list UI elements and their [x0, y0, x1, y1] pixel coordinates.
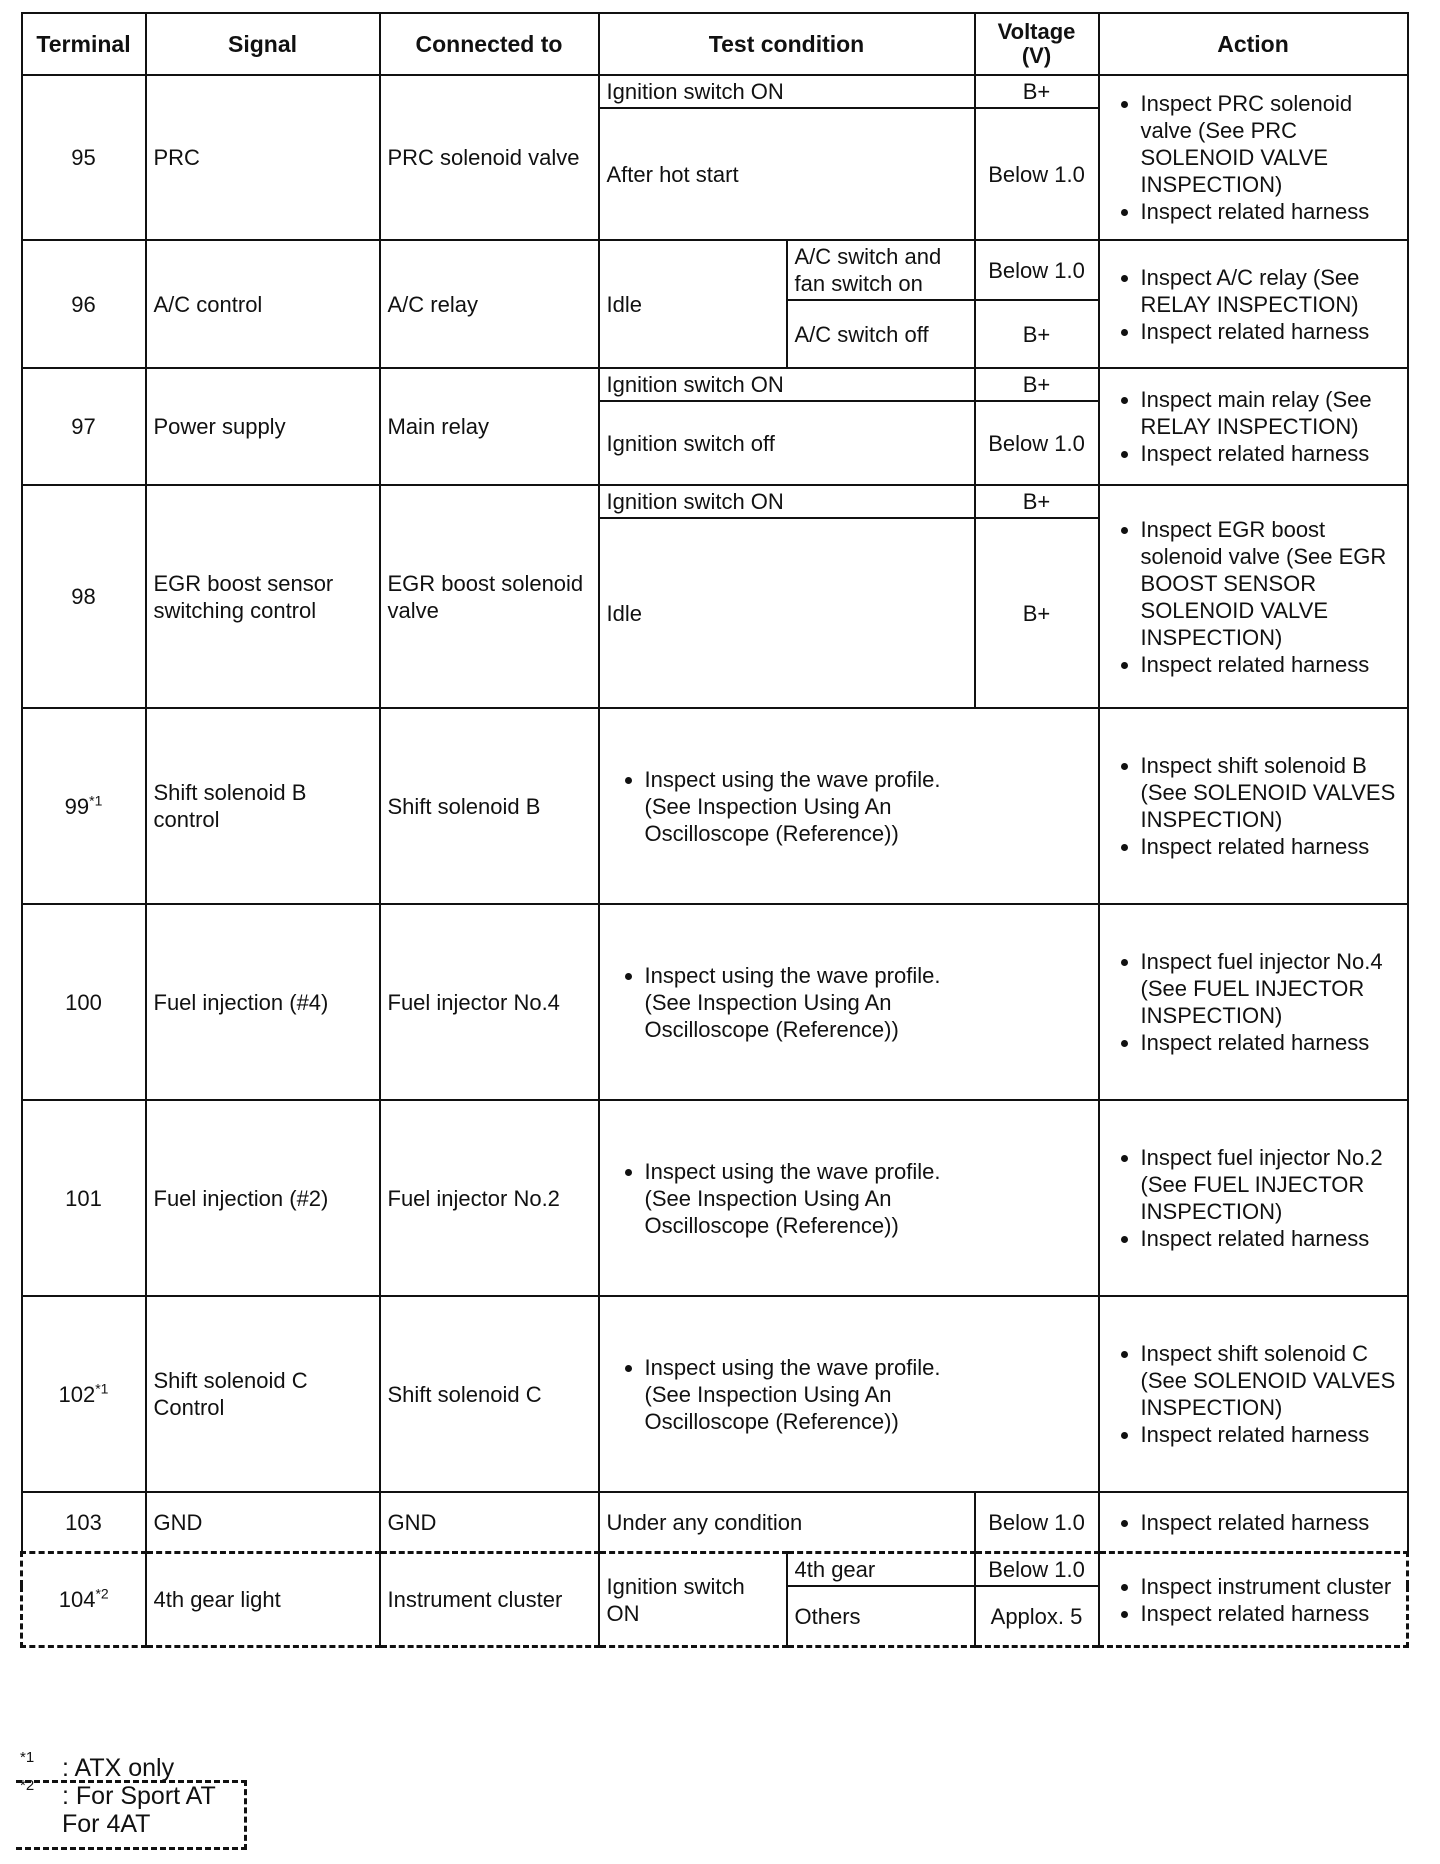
- terminal-cell: [22, 708, 146, 904]
- dashed-legend-box: [16, 1780, 247, 1850]
- action-item: • Inspect shift solenoid C (See SOLENOID VALVES INSPECTION): [1141, 1340, 1400, 1421]
- table-row: [22, 1553, 1408, 1587]
- terminal-cell: [22, 1296, 146, 1492]
- terminal-cell: 103: [22, 1492, 146, 1553]
- voltage-cell: Applox. 5: [975, 1586, 1099, 1647]
- action-item: • Inspect related harness: [1141, 1029, 1400, 1056]
- condition-cell: Ignition switch ON: [599, 1553, 787, 1647]
- action-item: • Inspect related harness: [1141, 651, 1400, 678]
- action-item: • Inspect related harness: [1141, 440, 1400, 467]
- signal-cell: Power supply: [146, 368, 380, 485]
- wave-instruction: • Inspect using the wave profile. (See Inspection Using An Oscilloscope (Reference)): [645, 1354, 965, 1435]
- action-item: • Inspect fuel injector No.4 (See FUEL INJECTOR INSPECTION): [1141, 948, 1400, 1029]
- condition-cell: Idle: [599, 240, 787, 368]
- action-cell: [1099, 1100, 1408, 1296]
- table-row: [22, 240, 1408, 300]
- voltage-cell: B+: [975, 368, 1099, 401]
- action-cell: [1099, 708, 1408, 904]
- condition-cell: 4th gear: [787, 1553, 975, 1587]
- header-test-condition: Test condition: [599, 13, 975, 75]
- header-signal: Signal: [146, 13, 380, 75]
- action-item: • Inspect instrument cluster: [1141, 1573, 1400, 1600]
- condition-cell: Under any condition: [599, 1492, 975, 1553]
- condition-cell: A/C switch off: [787, 300, 975, 368]
- voltage-cell: Below 1.0: [975, 108, 1099, 240]
- signal-cell: EGR boost sensor switching control: [146, 485, 380, 708]
- condition-cell: A/C switch and fan switch on: [787, 240, 975, 300]
- signal-cell: Shift solenoid C Control: [146, 1296, 380, 1492]
- connected-cell: Fuel injector No.4: [380, 904, 599, 1100]
- terminal-number: 99: [64, 793, 90, 819]
- action-item: • Inspect related harness: [1141, 318, 1400, 345]
- footnote-mark: *1: [89, 792, 103, 809]
- condition-cell: Ignition switch off: [599, 401, 975, 485]
- wave-instruction: • Inspect using the wave profile. (See Inspection Using An Oscilloscope (Reference)): [645, 1158, 965, 1239]
- action-item: • Inspect fuel injector No.2 (See FUEL INJECTOR INSPECTION): [1141, 1144, 1400, 1225]
- wave-profile-cell: [599, 1296, 1099, 1492]
- footnote-mark: *1: [20, 1749, 35, 1766]
- connected-cell: A/C relay: [380, 240, 599, 368]
- table-row: [22, 75, 1408, 108]
- table-row: [22, 1100, 1408, 1296]
- voltage-cell: Below 1.0: [975, 401, 1099, 485]
- connected-cell: Shift solenoid B: [380, 708, 599, 904]
- table-row: [22, 485, 1408, 518]
- wave-profile-cell: [599, 904, 1099, 1100]
- footnote-mark: *1: [95, 1380, 109, 1397]
- wave-profile-cell: [599, 1100, 1099, 1296]
- action-item: • Inspect PRC solenoid valve (See PRC SOLENOID VALVE INSPECTION): [1141, 90, 1400, 198]
- footnote-text: For 4AT: [62, 1810, 151, 1838]
- wave-instruction: • Inspect using the wave profile. (See Inspection Using An Oscilloscope (Reference)): [645, 962, 965, 1043]
- action-cell: [1099, 485, 1408, 708]
- terminal-cell: 96: [22, 240, 146, 368]
- condition-cell: Ignition switch ON: [599, 368, 975, 401]
- voltage-cell: B+: [975, 300, 1099, 368]
- signal-cell: GND: [146, 1492, 380, 1553]
- connected-cell: Main relay: [380, 368, 599, 485]
- action-item: • Inspect related harness: [1141, 833, 1400, 860]
- table-row: [22, 1492, 1408, 1553]
- table-row: [22, 368, 1408, 401]
- terminal-cell: [22, 1553, 146, 1647]
- connected-cell: Shift solenoid C: [380, 1296, 599, 1492]
- terminal-voltage-table: [20, 12, 1409, 1648]
- action-item: • Inspect main relay (See RELAY INSPECTION): [1141, 386, 1400, 440]
- signal-cell: A/C control: [146, 240, 380, 368]
- condition-cell: Others: [787, 1586, 975, 1647]
- voltage-cell: Below 1.0: [975, 1492, 1099, 1553]
- table-row: [22, 1296, 1408, 1492]
- action-cell: [1099, 1296, 1408, 1492]
- table-row: [22, 708, 1408, 904]
- condition-cell: After hot start: [599, 108, 975, 240]
- signal-cell: Fuel injection (#4): [146, 904, 380, 1100]
- terminal-cell: 97: [22, 368, 146, 485]
- condition-cell: Ignition switch ON: [599, 485, 975, 518]
- voltage-cell: B+: [975, 485, 1099, 518]
- terminal-cell: 100: [22, 904, 146, 1100]
- wave-profile-cell: [599, 708, 1099, 904]
- header-terminal: Terminal: [22, 13, 146, 75]
- connected-cell: Fuel injector No.2: [380, 1100, 599, 1296]
- condition-cell: Ignition switch ON: [599, 75, 975, 108]
- voltage-cell: B+: [975, 75, 1099, 108]
- connected-cell: Instrument cluster: [380, 1553, 599, 1647]
- condition-cell: Idle: [599, 518, 975, 708]
- signal-cell: Shift solenoid B control: [146, 708, 380, 904]
- action-cell: [1099, 75, 1408, 240]
- action-item: • Inspect A/C relay (See RELAY INSPECTION): [1141, 264, 1400, 318]
- connected-cell: PRC solenoid valve: [380, 75, 599, 240]
- connected-cell: EGR boost solenoid valve: [380, 485, 599, 708]
- action-item: • Inspect EGR boost solenoid valve (See EGR BOOST SENSOR SOLENOID VALVE INSPECTION): [1141, 516, 1400, 651]
- terminal-cell: 98: [22, 485, 146, 708]
- signal-cell: 4th gear light: [146, 1553, 380, 1647]
- signal-cell: Fuel injection (#2): [146, 1100, 380, 1296]
- voltage-cell: B+: [975, 518, 1099, 708]
- action-cell: [1099, 1553, 1408, 1647]
- footnote-mark: *2: [95, 1585, 109, 1602]
- terminal-cell: 95: [22, 75, 146, 240]
- terminal-number: 102: [58, 1381, 96, 1407]
- terminal-number: 104: [58, 1587, 96, 1612]
- action-item: • Inspect related harness: [1141, 198, 1400, 225]
- terminal-cell: 101: [22, 1100, 146, 1296]
- action-item: • Inspect related harness: [1141, 1600, 1400, 1627]
- voltage-cell: Below 1.0: [975, 1553, 1099, 1587]
- action-cell: [1099, 904, 1408, 1100]
- terminal-voltage-table-page: [20, 12, 1409, 1648]
- action-cell: [1099, 240, 1408, 368]
- table-header-row: [22, 13, 1408, 75]
- action-item: • Inspect related harness: [1141, 1225, 1400, 1252]
- footnote-text: : ATX only: [62, 1754, 175, 1782]
- footnote-mark: *2: [20, 1777, 35, 1794]
- wave-instruction: • Inspect using the wave profile. (See Inspection Using An Oscilloscope (Reference)): [645, 766, 965, 847]
- header-connected-to: Connected to: [380, 13, 599, 75]
- signal-cell: PRC: [146, 75, 380, 240]
- action-item: • Inspect shift solenoid B (See SOLENOID VALVES INSPECTION): [1141, 752, 1400, 833]
- header-action: Action: [1099, 13, 1408, 75]
- action-item: • Inspect related harness: [1141, 1421, 1400, 1448]
- table-row: [22, 904, 1408, 1100]
- voltage-cell: Below 1.0: [975, 240, 1099, 300]
- action-item: • Inspect related harness: [1141, 1509, 1400, 1536]
- action-cell: [1099, 368, 1408, 485]
- footnote-text: : For Sport AT: [62, 1782, 216, 1810]
- action-cell: [1099, 1492, 1408, 1553]
- connected-cell: GND: [380, 1492, 599, 1553]
- header-voltage: Voltage (V): [975, 13, 1099, 75]
